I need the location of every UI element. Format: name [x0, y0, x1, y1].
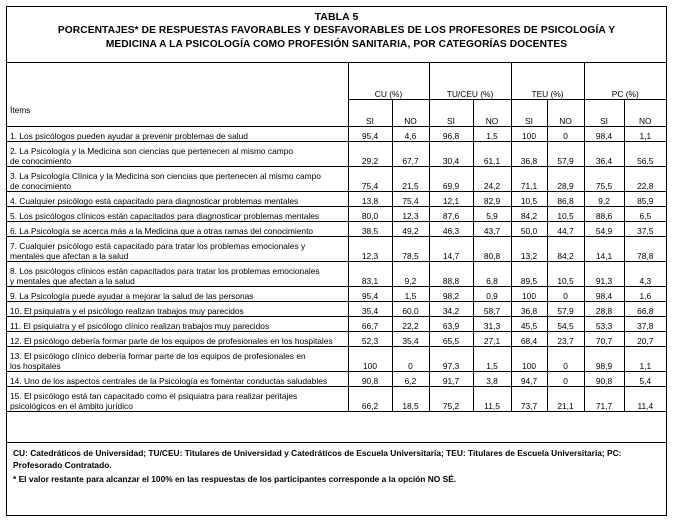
no-value: 24,2: [473, 167, 511, 192]
no-value: 1,6: [624, 287, 666, 302]
no-value: 10,5: [547, 207, 584, 222]
item-text: [7, 222, 348, 237]
si-value: 98,4: [584, 287, 624, 302]
no-value: 18,5: [392, 387, 429, 412]
item-text-line: los hospitales: [10, 361, 61, 371]
si-value: 83,1: [348, 262, 392, 287]
item-text-line: de conocimiento: [10, 156, 71, 166]
si-value: 65,5: [429, 332, 473, 347]
item-text-line: 8. Los psicólogos clínicos están capacitados para tratar los problemas emocionales: [10, 266, 320, 276]
item-text-line: 9. La Psicología puede ayudar a mejorar la salud de las personas: [10, 291, 254, 301]
table-footnotes: [7, 442, 666, 487]
si-value: 75,4: [348, 167, 392, 192]
si-value: 75,2: [429, 387, 473, 412]
table-title-line-2: MEDICINA A LA PSICOLOGÍA COMO PROFESIÓN SANITARIA, POR CATEGORÍAS DOCENTES: [105, 39, 568, 50]
item-text-line: y mentales que afectan a la salud: [10, 276, 135, 286]
table-row: [7, 347, 666, 372]
si-value: 98,4: [584, 127, 624, 142]
no-value: 84,2: [547, 237, 584, 262]
no-value: 0: [547, 372, 584, 387]
item-text: [7, 302, 348, 317]
abbreviations-note: CU: Catedráticos de Universidad; TU/CEU: Titulares de Universidad y Catedráticos de Escuela Universitaria; TEU: Titulares de Escuela Universitaria; PC: Profesorado Contratado.: [13, 448, 622, 470]
item-text: [7, 127, 348, 142]
no-value: 4,6: [392, 127, 429, 142]
item-text-line: de conocimiento: [10, 181, 71, 191]
no-value: 61,1: [473, 142, 511, 167]
table-row: [7, 262, 666, 287]
si-value: 88,6: [584, 207, 624, 222]
item-text-line: 3. La Psicología Clínica y la Medicina son ciencias que pertenecen al mismo campo: [10, 171, 321, 181]
si-value: 66,7: [348, 317, 392, 332]
items-column-header: Ítems: [7, 63, 348, 127]
asterisk-note: * El valor restante para alcanzar el 100% en las respuestas de los participantes corresponde a la opción NO SÉ.: [13, 474, 457, 484]
no-value: 0: [547, 347, 584, 372]
no-value: 0,9: [473, 287, 511, 302]
si-value: 96,8: [429, 127, 473, 142]
no-value: 1,5: [473, 347, 511, 372]
item-text: [7, 262, 348, 287]
si-value: 36,4: [584, 142, 624, 167]
subheader-si: SI: [429, 100, 473, 127]
no-value: 67,7: [392, 142, 429, 167]
si-value: 90,8: [348, 372, 392, 387]
no-value: 21,1: [547, 387, 584, 412]
si-value: 14,1: [584, 237, 624, 262]
si-value: 100: [348, 347, 392, 372]
item-text-line: 5. Los psicólogos clínicos están capacitados para diagnosticar problemas mentales: [10, 211, 320, 221]
no-value: 4,3: [624, 262, 666, 287]
si-value: 90,8: [584, 372, 624, 387]
si-value: 36,8: [511, 142, 547, 167]
table-row: [7, 222, 666, 237]
no-value: 22,2: [392, 317, 429, 332]
item-text-line: 1. Los psicólogos pueden ayudar a prevenir problemas de salud: [10, 131, 248, 141]
si-value: 50,0: [511, 222, 547, 237]
table-row: [7, 167, 666, 192]
si-value: 30,4: [429, 142, 473, 167]
subheader-no: NO: [547, 100, 584, 127]
si-value: 98,9: [584, 347, 624, 372]
table-row: [7, 387, 666, 412]
no-value: 6,2: [392, 372, 429, 387]
no-value: 44,7: [547, 222, 584, 237]
si-value: 34,2: [429, 302, 473, 317]
si-value: 54,9: [584, 222, 624, 237]
table-row: [7, 192, 666, 207]
no-value: 75,4: [392, 192, 429, 207]
no-value: 22,8: [624, 167, 666, 192]
item-text-line: 12. El psicólogo debería formar parte de los equipos de profesionales en los hospitales: [10, 336, 333, 346]
item-text: [7, 347, 348, 372]
table-title-line-1: PORCENTAJES* DE RESPUESTAS FAVORABLES Y DESFAVORABLES DE LOS PROFESORES DE PSICOLOGÍA Y: [57, 25, 616, 36]
item-text: [7, 237, 348, 262]
no-value: 6,5: [624, 207, 666, 222]
subheader-no: NO: [624, 100, 666, 127]
item-text-line: 14. Uno de los aspectos centrales de la Psicología es fomentar conductas saludables: [10, 376, 328, 386]
no-value: 28,9: [547, 167, 584, 192]
si-value: 71,7: [584, 387, 624, 412]
si-value: 80,0: [348, 207, 392, 222]
item-text: [7, 387, 348, 412]
item-text-line: 11. El psiquiatra y el psicólogo clínico realizan trabajos muy parecidos: [10, 321, 270, 331]
item-text: [7, 167, 348, 192]
si-value: 84,2: [511, 207, 547, 222]
item-text: [7, 372, 348, 387]
item-text: [7, 332, 348, 347]
table-body: [7, 127, 666, 412]
no-value: 0: [547, 287, 584, 302]
no-value: 1,5: [473, 127, 511, 142]
no-value: 1,1: [624, 347, 666, 372]
no-value: 66,8: [624, 302, 666, 317]
subheader-si: SI: [511, 100, 547, 127]
si-value: 100: [511, 347, 547, 372]
no-value: 82,9: [473, 192, 511, 207]
table-title: [7, 7, 666, 63]
no-value: 31,3: [473, 317, 511, 332]
si-value: 46,3: [429, 222, 473, 237]
item-text-line: 10. El psiquiatra y el psicólogo realizan trabajos muy parecidos: [10, 306, 244, 316]
si-value: 38,5: [348, 222, 392, 237]
item-text: [7, 207, 348, 222]
no-value: 11,4: [624, 387, 666, 412]
no-value: 6,8: [473, 262, 511, 287]
group-header-teu: TEU (%): [511, 63, 584, 100]
si-value: 9,2: [584, 192, 624, 207]
table-row: [7, 142, 666, 167]
no-value: 12,3: [392, 207, 429, 222]
si-value: 98,2: [429, 287, 473, 302]
table-row: [7, 127, 666, 142]
item-text-line: 15. El psicólogo está tan capacitado como el psiquiatra para realizar peritajes: [10, 391, 298, 401]
item-text: [7, 142, 348, 167]
si-value: 13,8: [348, 192, 392, 207]
si-value: 94,7: [511, 372, 547, 387]
no-value: 78,5: [392, 237, 429, 262]
si-value: 73,7: [511, 387, 547, 412]
item-text: [7, 317, 348, 332]
no-value: 57,9: [547, 142, 584, 167]
no-value: 80,8: [473, 237, 511, 262]
no-value: 43,7: [473, 222, 511, 237]
no-value: 0: [547, 127, 584, 142]
si-value: 100: [511, 127, 547, 142]
group-header-pc: PC (%): [584, 63, 666, 100]
table-row: [7, 317, 666, 332]
si-value: 95,4: [348, 127, 392, 142]
subheader-no: NO: [392, 100, 429, 127]
results-table: [7, 63, 666, 412]
si-value: 87,6: [429, 207, 473, 222]
table-row: [7, 372, 666, 387]
si-value: 88,8: [429, 262, 473, 287]
si-value: 89,5: [511, 262, 547, 287]
si-value: 71,1: [511, 167, 547, 192]
si-value: 63,9: [429, 317, 473, 332]
table-row: [7, 332, 666, 347]
item-text-line: 2. La Psicología y la Medicina son ciencias que pertenecen al mismo campo: [10, 146, 294, 156]
no-value: 23,7: [547, 332, 584, 347]
no-value: 37,5: [624, 222, 666, 237]
subheader-si: SI: [348, 100, 392, 127]
subheader-si: SI: [584, 100, 624, 127]
si-value: 95,4: [348, 287, 392, 302]
no-value: 5,4: [624, 372, 666, 387]
table-row: [7, 302, 666, 317]
subheader-no: NO: [473, 100, 511, 127]
no-value: 58,7: [473, 302, 511, 317]
item-text-line: 13. El psicólogo clínico debería formar parte de los equipos de profesionales en: [10, 351, 306, 361]
group-header-tu-ceu: TU/CEU (%): [429, 63, 511, 100]
item-text: [7, 287, 348, 302]
no-value: 86,8: [547, 192, 584, 207]
si-value: 10,5: [511, 192, 547, 207]
no-value: 54,5: [547, 317, 584, 332]
si-value: 13,2: [511, 237, 547, 262]
table-row: [7, 237, 666, 262]
no-value: 37,8: [624, 317, 666, 332]
si-value: 68,4: [511, 332, 547, 347]
table-number: TABLA 5: [314, 11, 359, 23]
si-value: 75,5: [584, 167, 624, 192]
no-value: 56,5: [624, 142, 666, 167]
no-value: 9,2: [392, 262, 429, 287]
no-value: 11,5: [473, 387, 511, 412]
si-value: 91,3: [584, 262, 624, 287]
no-value: 1,1: [624, 127, 666, 142]
table-frame: [6, 6, 667, 516]
si-value: 52,3: [348, 332, 392, 347]
no-value: 10,5: [547, 262, 584, 287]
no-value: 3,8: [473, 372, 511, 387]
no-value: 27,1: [473, 332, 511, 347]
table-row: [7, 207, 666, 222]
item-text-line: 4. Cualquier psicólogo está capacitado para diagnosticar problemas mentales: [10, 196, 299, 206]
si-value: 91,7: [429, 372, 473, 387]
item-text-line: 6. La Psicología se acerca más a la Medicina que a otras ramas del conocimiento: [10, 226, 314, 236]
si-value: 70,7: [584, 332, 624, 347]
no-value: 21,5: [392, 167, 429, 192]
si-value: 12,3: [348, 237, 392, 262]
no-value: 1,5: [392, 287, 429, 302]
si-value: 36,8: [511, 302, 547, 317]
no-value: 78,8: [624, 237, 666, 262]
si-value: 53,3: [584, 317, 624, 332]
item-text-line: mentales que afectan a la salud: [10, 251, 129, 261]
item-text: [7, 192, 348, 207]
item-text-line: psicológicos en el ámbito jurídico: [10, 401, 133, 411]
si-value: 29,2: [348, 142, 392, 167]
si-value: 100: [511, 287, 547, 302]
no-value: 5,9: [473, 207, 511, 222]
no-value: 35,4: [392, 332, 429, 347]
si-value: 45,5: [511, 317, 547, 332]
si-value: 28,8: [584, 302, 624, 317]
si-value: 35,4: [348, 302, 392, 317]
si-value: 66,2: [348, 387, 392, 412]
no-value: 85,9: [624, 192, 666, 207]
no-value: 49,2: [392, 222, 429, 237]
item-text-line: 7. Cualquier psicólogo está capacitado para tratar los problemas emocionales y: [10, 241, 306, 251]
si-value: 69,9: [429, 167, 473, 192]
group-header-cu: CU (%): [348, 63, 429, 100]
no-value: 0: [392, 347, 429, 372]
si-value: 97,3: [429, 347, 473, 372]
si-value: 12,1: [429, 192, 473, 207]
si-value: 14,7: [429, 237, 473, 262]
table-row: [7, 287, 666, 302]
no-value: 60,0: [392, 302, 429, 317]
no-value: 57,9: [547, 302, 584, 317]
no-value: 20,7: [624, 332, 666, 347]
